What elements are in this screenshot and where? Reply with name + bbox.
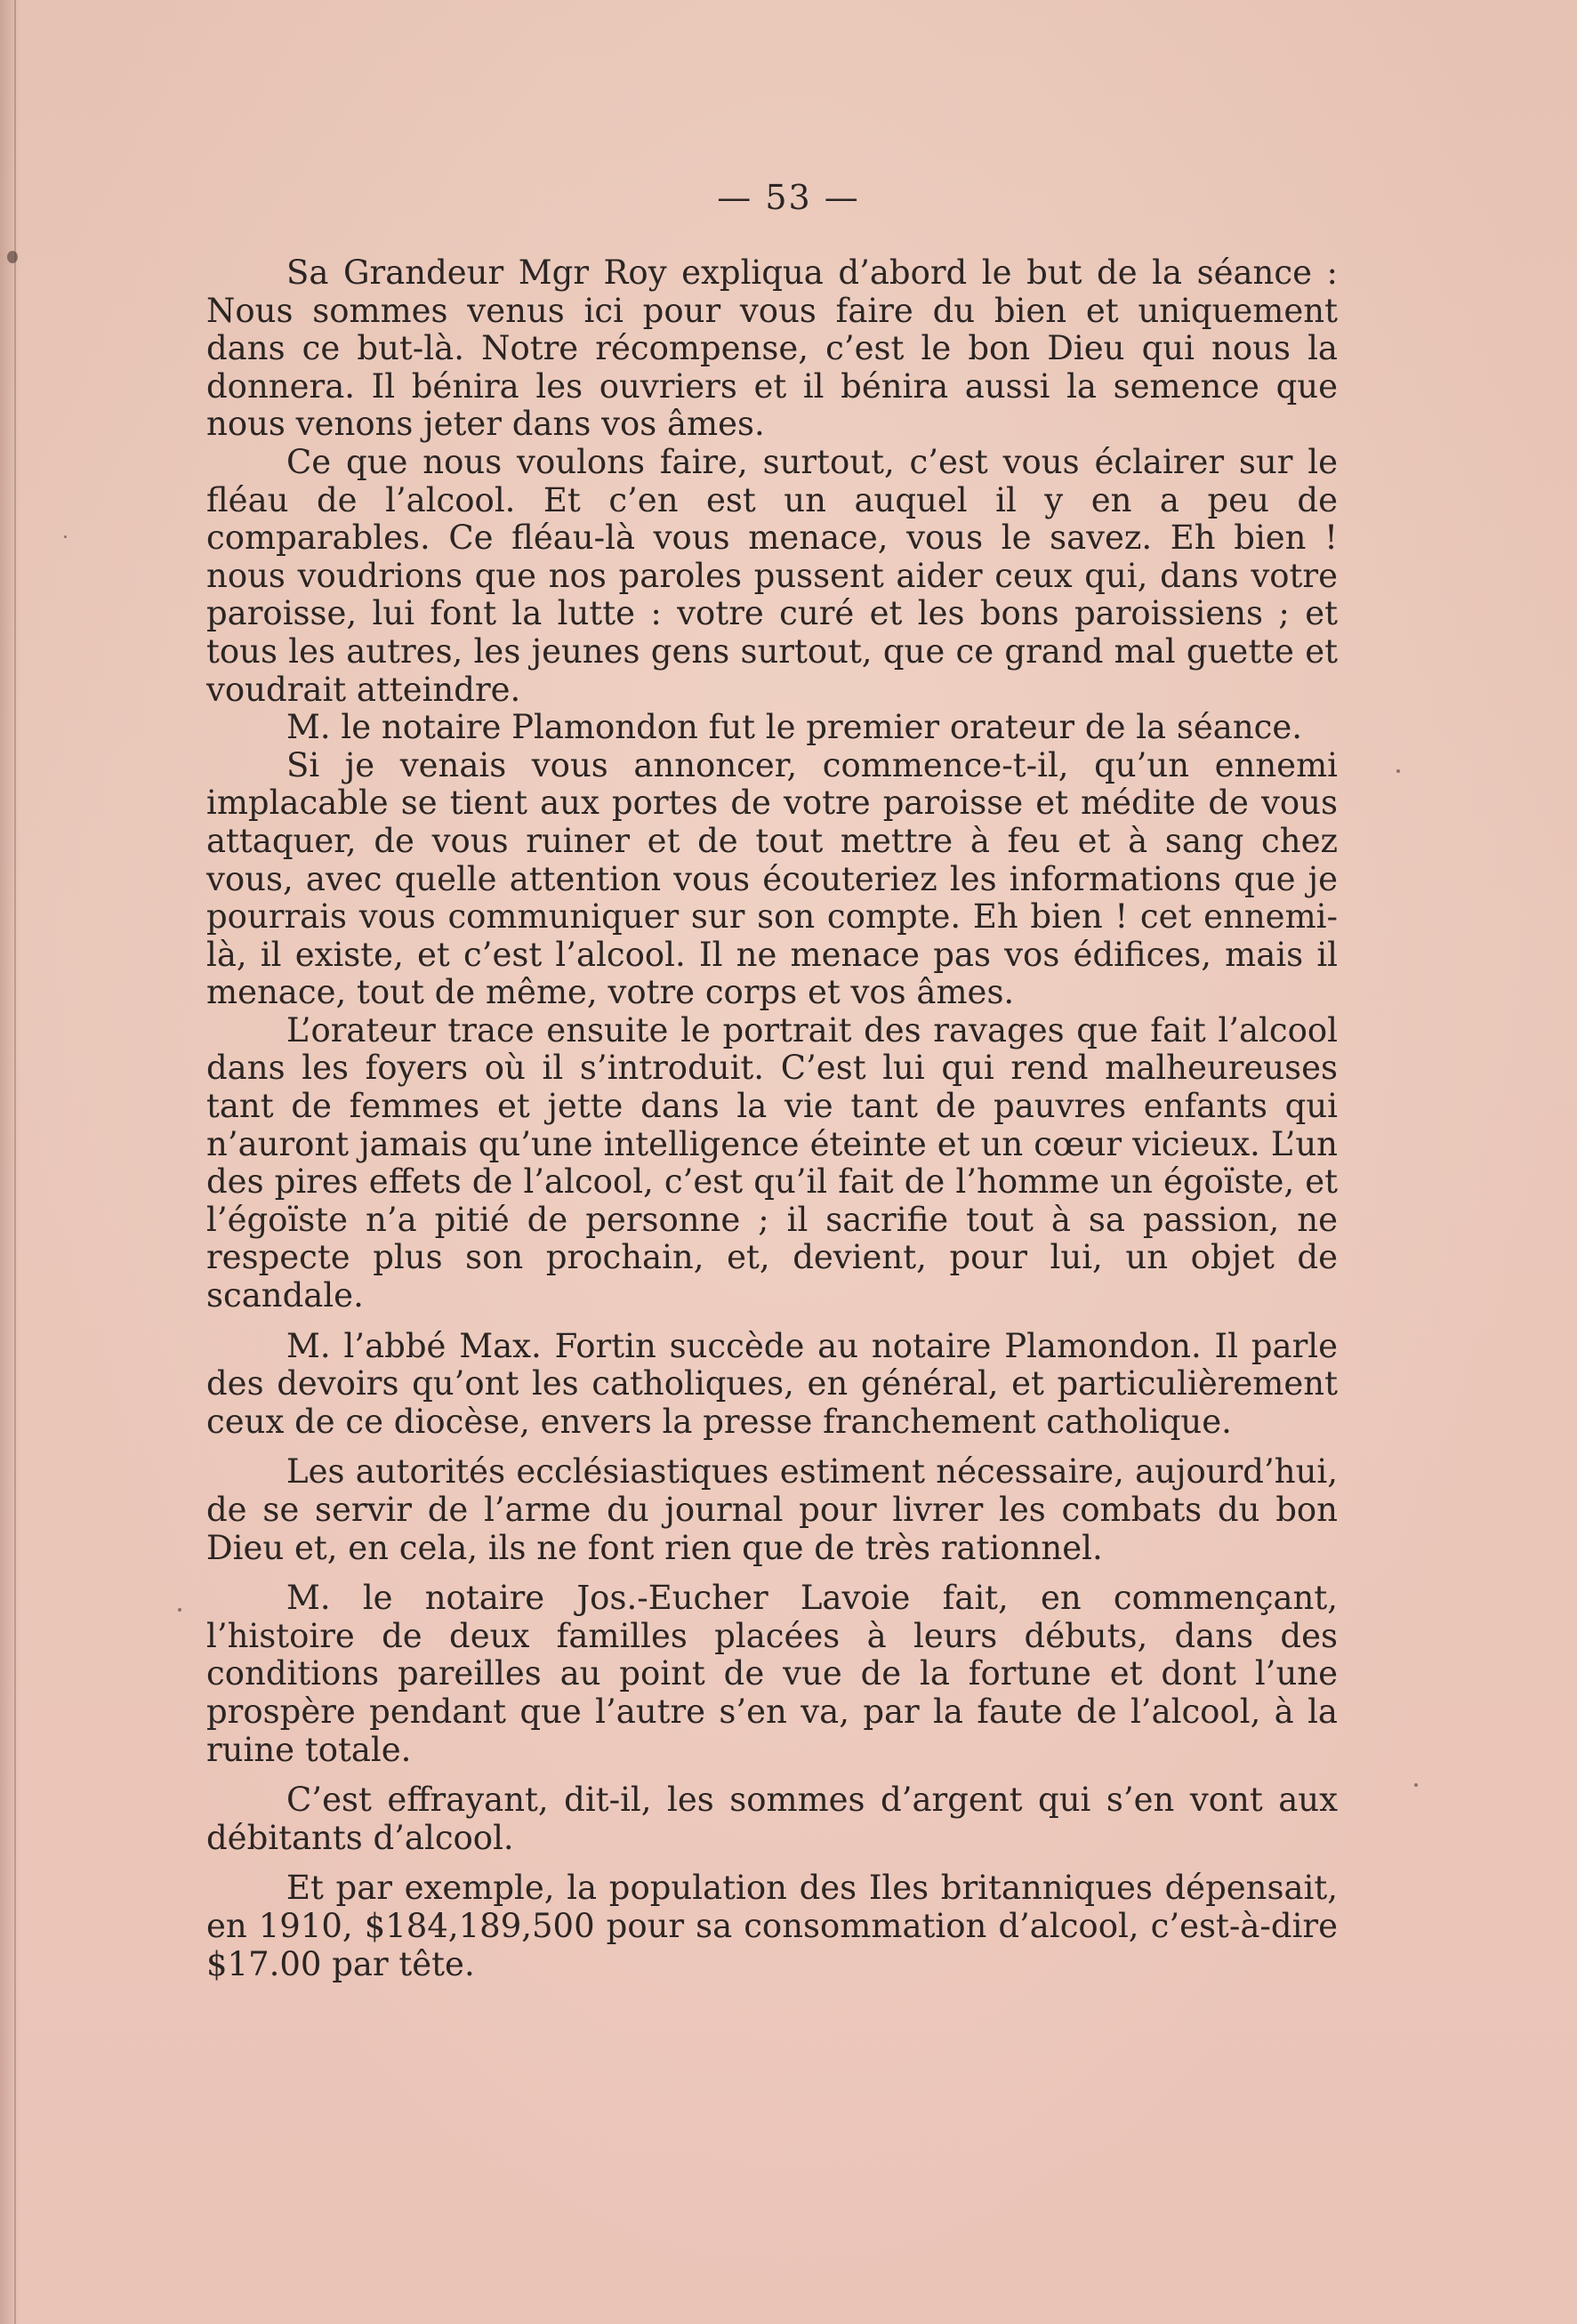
ink-spot — [1396, 769, 1400, 773]
paragraph-9: C’est effrayant, dit-il, les sommes d’argent qui s’en vont aux débitants d’alcool. — [206, 1781, 1338, 1857]
body-text — [206, 254, 1338, 1983]
ink-spot — [7, 251, 18, 263]
paragraph-3: M. le notaire Plamondon fut le premier orateur de la séance. — [286, 708, 1303, 747]
paragraph-4: Si je venais vous annoncer, commence-t-il, qu’un ennemi implacable se tient aux portes de votre paroisse et médite de vous attaquer, de vous ruiner et de tout mettre à feu et à sang chez vous, avec quelle attention vous écouteriez les informations que je pourrais vous communiquer sur son compte. Eh bien ! cet ennemi-là, il existe, et c’est l’alcool. Il ne menace pas vos édifices, mais il menace, tout de même, votre corps et vos âmes. — [206, 745, 1338, 1012]
paragraph-10: Et par exemple, la population des Iles britanniques dépensait, en 1910, $184,189,500 pour sa consommation d’alcool, c’est-à-dire $17.00 par tête. — [206, 1869, 1338, 1983]
ink-spot — [1414, 1783, 1418, 1787]
paragraph-1: Sa Grandeur Mgr Roy expliqua d’abord le but de la séance : Nous sommes venus ici pour vous faire du bien et uniquement dans ce but-là. Notre récompense, c’est le bon Dieu qui nous la donnera. Il bénira les ouvriers et il bénira aussi la semence que nous venons jeter dans vos âmes. — [206, 253, 1338, 444]
ink-spot — [178, 1608, 181, 1612]
page-number: — 53 — — [717, 178, 860, 217]
paragraph-8: M. le notaire Jos.-Eucher Lavoie fait, en commençant, l’histoire de deux familles placées à leurs débuts, dans des conditions pareilles au point de vue de la fortune et dont l’une prospère pendant que l’autre s’en va, par la faute de l’alcool, à la ruine totale. — [206, 1579, 1338, 1769]
binding-line — [14, 0, 16, 2324]
paragraph-2: Ce que nous voulons faire, surtout, c’est vous éclairer sur le fléau de l’alcool. Et c’en est un auquel il y en a peu de comparables. Ce fléau-là vous menace, vous le savez. Eh bien ! nous voudrions que nos paroles pussent aider ceux qui, dans votre paroisse, lui font la lutte : votre curé et les bons paroissiens ; et tous les autres, les jeunes gens surtout, que ce grand mal guette et voudrait atteindre. — [206, 442, 1338, 709]
paragraph-6: M. l’abbé Max. Fortin succède au notaire Plamondon. Il parle des devoirs qu’ont les catholiques, en général, et particulièrement ceux de ce diocèse, envers la presse franchement catholique. — [206, 1326, 1338, 1441]
paragraph-5: L’orateur trace ensuite le portrait des ravages que fait l’alcool dans les foyers où il s’introduit. C’est lui qui rend malheureuses tant de femmes et jette dans la vie tant de pauvres enfants qui n’auront jamais qu’une intelligence éteinte et un cœur vicieux. L’un des pires effets de l’alcool, c’est qu’il fait de l’homme un égoïste, et l’égoïste n’a pitié de personne ; il sacrifie tout à sa passion, ne respecte plus son prochain, et, devient, pour lui, un objet de scandale. — [206, 1010, 1338, 1315]
binding-shadow — [0, 0, 20, 2324]
ink-spot — [64, 535, 67, 538]
paragraph-7: Les autorités ecclésiastiques estiment nécessaire, aujourd’hui, de se servir de l’arme du journal pour livrer les combats du bon Dieu et, en cela, ils ne font rien que de très rationnel. — [206, 1452, 1338, 1567]
